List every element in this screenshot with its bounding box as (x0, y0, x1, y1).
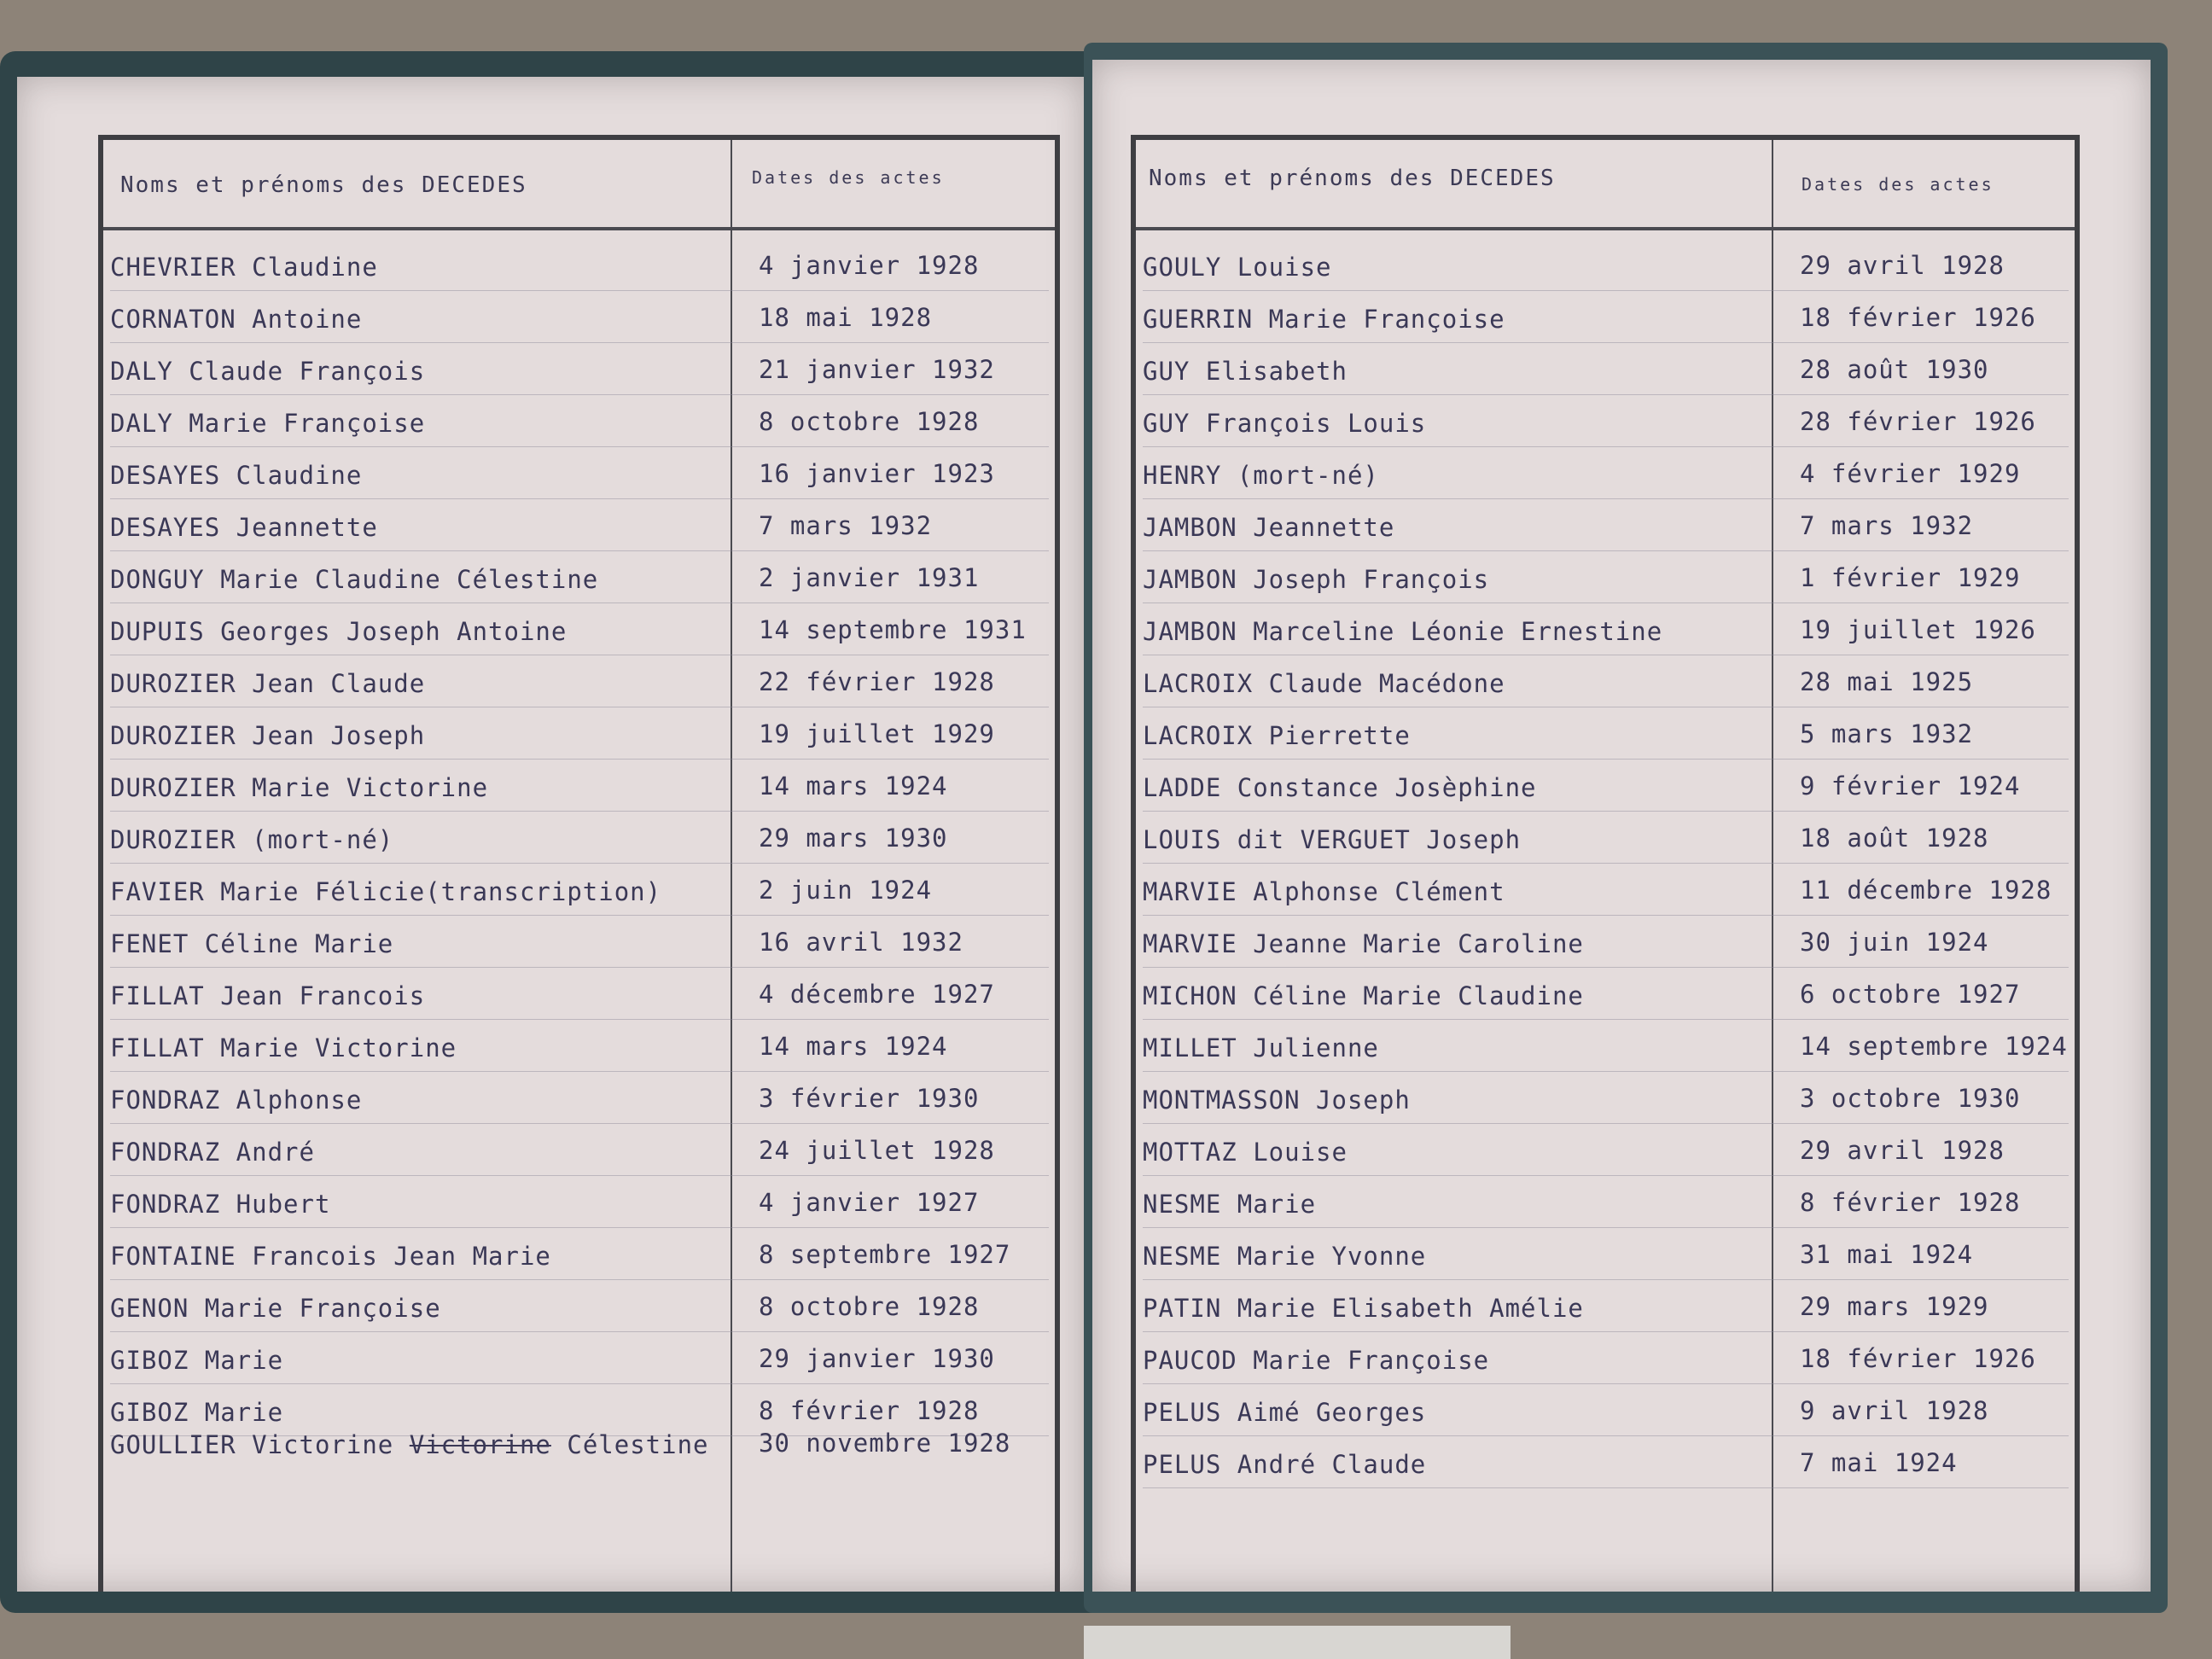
entry-name: GIBOZ Marie (110, 1346, 284, 1375)
entry-name: FONTAINE Francois Jean Marie (110, 1242, 551, 1271)
list-item (1143, 707, 2069, 760)
entry-date: 28 mai 1925 (1800, 667, 1974, 696)
entry-date: 3 octobre 1930 (1800, 1084, 2021, 1113)
struck-word: Victorine (409, 1430, 551, 1459)
list-item (110, 499, 1049, 551)
entry-name: MICHON Céline Marie Claudine (1143, 981, 1584, 1010)
entry-date: 9 avril 1928 (1800, 1396, 1989, 1425)
entry-date: 9 février 1924 (1800, 771, 2021, 800)
entry-date: 24 juillet 1928 (759, 1136, 995, 1165)
entry-name: DONGUY Marie Claudine Célestine (110, 565, 599, 594)
entry-name: DUROZIER Jean Joseph (110, 721, 426, 750)
entry-name: PAUCOD Marie Françoise (1143, 1346, 1490, 1375)
entry-date: 18 août 1928 (1800, 824, 1989, 853)
list-item (1143, 864, 2069, 916)
list-item (110, 395, 1049, 447)
entry-date: 1 février 1929 (1800, 563, 2021, 592)
entry-date: 11 décembre 1928 (1800, 876, 2052, 905)
list-item (110, 551, 1049, 603)
entry-date: 7 mai 1924 (1800, 1448, 1958, 1477)
entry-name: CORNATON Antoine (110, 305, 363, 334)
entry-name: GIBOZ Marie (110, 1398, 284, 1427)
entry-date: 8 février 1928 (759, 1396, 980, 1425)
entry-date: 14 mars 1924 (759, 771, 948, 800)
header-rule (103, 227, 1055, 230)
list-item (110, 812, 1049, 864)
entry-date: 2 janvier 1931 (759, 563, 980, 592)
entry-name: MARVIE Alphonse Clément (1143, 877, 1505, 906)
entry-name: DALY Claude François (110, 357, 426, 386)
entry-name: MARVIE Jeanne Marie Caroline (1143, 929, 1584, 958)
entry-date: 4 février 1929 (1800, 459, 2021, 488)
entry-name: NESME Marie Yvonne (1143, 1242, 1427, 1271)
list-item (110, 760, 1049, 812)
entry-date: 8 octobre 1928 (759, 1292, 980, 1321)
list-item (110, 1124, 1049, 1176)
list-item (1143, 1280, 2069, 1332)
list-item (1143, 1436, 2069, 1488)
entry-name: FONDRAZ Hubert (110, 1190, 331, 1219)
list-item (110, 1332, 1049, 1384)
list-item (1143, 551, 2069, 603)
list-item (1143, 1228, 2069, 1280)
entry-date: 16 avril 1932 (759, 928, 963, 957)
entry-name: GUY François Louis (1143, 409, 1427, 438)
entry-name: GENON Marie Françoise (110, 1294, 441, 1323)
entry-name: FILLAT Marie Victorine (110, 1033, 457, 1062)
entry-name: LOUIS dit VERGUET Joseph (1143, 825, 1522, 854)
entry-date: 14 septembre 1924 (1800, 1032, 2068, 1061)
list-item (1143, 291, 2069, 343)
entry-name: JAMBON Marceline Léonie Ernestine (1143, 617, 1663, 646)
paper-stub (1084, 1626, 1511, 1659)
list-item (1143, 1020, 2069, 1072)
entry-date: 29 avril 1928 (1800, 1136, 2005, 1165)
dates-column-header: Dates des actes (1802, 174, 1994, 195)
list-item (1143, 499, 2069, 551)
entry-date: 28 août 1930 (1800, 355, 1989, 384)
right-table (1131, 135, 2080, 1592)
list-item (110, 1417, 1049, 1468)
list-item (110, 239, 1049, 291)
right-entries-list (1143, 239, 2069, 1488)
list-item (1143, 1124, 2069, 1176)
list-item (110, 707, 1049, 760)
entry-date: 18 mai 1928 (759, 303, 933, 332)
entry-date: 16 janvier 1923 (759, 459, 995, 488)
list-item (110, 1176, 1049, 1228)
list-item (1143, 1176, 2069, 1228)
list-item (110, 291, 1049, 343)
entry-date: 14 septembre 1931 (759, 615, 1027, 644)
entry-name: PELUS Aimé Georges (1143, 1398, 1427, 1427)
list-item (1143, 760, 2069, 812)
entry-name: CHEVRIER Claudine (110, 253, 378, 282)
entry-name: GUERRIN Marie Françoise (1143, 305, 1505, 334)
entry-date: 14 mars 1924 (759, 1032, 948, 1061)
entry-date: 22 février 1928 (759, 667, 995, 696)
header-rule (1136, 227, 2075, 230)
list-item (110, 1280, 1049, 1332)
entry-date: 30 juin 1924 (1800, 928, 1989, 957)
entry-name: DESAYES Claudine (110, 461, 363, 490)
entry-date: 29 janvier 1930 (759, 1344, 995, 1373)
entry-date: 8 octobre 1928 (759, 407, 980, 436)
entry-name: DUROZIER Marie Victorine (110, 773, 489, 802)
entry-name: FONDRAZ Alphonse (110, 1086, 363, 1115)
entry-date: 4 janvier 1928 (759, 251, 980, 280)
list-item (1143, 239, 2069, 291)
list-item (1143, 1384, 2069, 1436)
list-item (1143, 916, 2069, 968)
entry-name: LACROIX Pierrette (1143, 721, 1411, 750)
entry-name: PELUS André Claude (1143, 1450, 1427, 1479)
entry-name: FONDRAZ André (110, 1138, 315, 1167)
entry-date: 28 février 1926 (1800, 407, 2036, 436)
list-item (1143, 1072, 2069, 1124)
list-item (110, 343, 1049, 395)
entry-name-part: GOULLIER Victorine (110, 1430, 394, 1459)
list-item (1143, 655, 2069, 707)
names-column-header: Noms et prénoms des DECEDES (1149, 166, 1556, 191)
entry-name: GUY Elisabeth (1143, 357, 1348, 386)
entry-name: PATIN Marie Elisabeth Amélie (1143, 1294, 1584, 1323)
left-page (17, 77, 1084, 1592)
entry-date: 8 février 1928 (1800, 1188, 2021, 1217)
entry-name: FILLAT Jean Francois (110, 981, 426, 1010)
list-item (110, 655, 1049, 707)
entry-name: JAMBON Jeannette (1143, 513, 1395, 542)
entry-name: DUPUIS Georges Joseph Antoine (110, 617, 568, 646)
left-entries-list (110, 239, 1049, 1436)
entry-name: NESME Marie (1143, 1190, 1317, 1219)
list-item (1143, 343, 2069, 395)
names-column-header: Noms et prénoms des DECEDES (120, 172, 527, 198)
entry-date: 29 mars 1930 (759, 824, 948, 853)
list-item (110, 864, 1049, 916)
entry-date: 19 juillet 1926 (1800, 615, 2036, 644)
entry-name: GOULY Louise (1143, 253, 1332, 282)
entry-name: DALY Marie Françoise (110, 409, 426, 438)
entry-date: 6 octobre 1927 (1800, 980, 2021, 1009)
list-item (1143, 447, 2069, 499)
entry-name: DUROZIER (mort-né) (110, 825, 394, 854)
list-item (1143, 1332, 2069, 1384)
entry-date: 4 décembre 1927 (759, 980, 995, 1009)
entry-date: 29 mars 1929 (1800, 1292, 1989, 1321)
entry-date: 3 février 1930 (759, 1084, 980, 1113)
entry-name: DUROZIER Jean Claude (110, 669, 426, 698)
entry-date: 2 juin 1924 (759, 876, 933, 905)
entry-date: 5 mars 1932 (1800, 719, 1974, 748)
list-item (1143, 395, 2069, 447)
entry-name: MOTTAZ Louise (1143, 1138, 1348, 1167)
entry-date: 7 mars 1932 (759, 511, 933, 540)
entry-name: MILLET Julienne (1143, 1033, 1379, 1062)
entry-date: 19 juillet 1929 (759, 719, 995, 748)
entry-name (110, 1430, 709, 1459)
list-item (110, 968, 1049, 1020)
entry-date: 7 mars 1932 (1800, 511, 1974, 540)
entry-name: LADDE Constance Josèphine (1143, 773, 1537, 802)
entry-name: MONTMASSON Joseph (1143, 1086, 1411, 1115)
entry-name-part: Célestine (567, 1430, 709, 1459)
right-page (1092, 60, 2151, 1592)
list-item (110, 1228, 1049, 1280)
entry-date: 4 janvier 1927 (759, 1188, 980, 1217)
list-item (110, 916, 1049, 968)
list-item (110, 447, 1049, 499)
entry-date: 29 avril 1928 (1800, 251, 2005, 280)
list-item (110, 1072, 1049, 1124)
entry-date: 30 novembre 1928 (759, 1429, 1011, 1458)
entry-date: 21 janvier 1932 (759, 355, 995, 384)
entry-name: FAVIER Marie Félicie(transcription) (110, 877, 662, 906)
entry-name: JAMBON Joseph François (1143, 565, 1490, 594)
list-item (1143, 812, 2069, 864)
entry-name: FENET Céline Marie (110, 929, 394, 958)
entry-date: 8 septembre 1927 (759, 1240, 1011, 1269)
entry-date: 18 février 1926 (1800, 303, 2036, 332)
list-item (110, 1020, 1049, 1072)
list-item (1143, 603, 2069, 655)
left-table (98, 135, 1060, 1592)
entry-name: HENRY (mort-né) (1143, 461, 1379, 490)
list-item (1143, 968, 2069, 1020)
entry-date: 31 mai 1924 (1800, 1240, 1974, 1269)
entry-date: 18 février 1926 (1800, 1344, 2036, 1373)
entry-name: LACROIX Claude Macédone (1143, 669, 1505, 698)
entry-name: DESAYES Jeannette (110, 513, 378, 542)
dates-column-header: Dates des actes (752, 167, 945, 188)
list-item (110, 603, 1049, 655)
